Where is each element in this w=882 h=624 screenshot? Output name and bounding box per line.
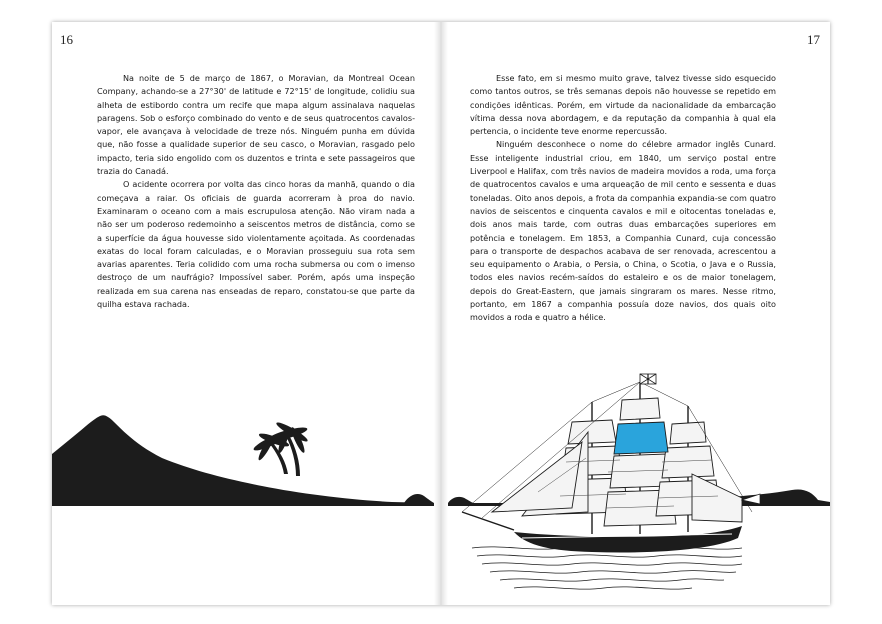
rock-silhouette-right [448,497,474,503]
island-and-ship-illustration [52,362,830,605]
ship-sails [492,398,742,526]
page-number-left: 16 [60,32,73,47]
right-page-text [470,72,776,325]
book-spread [52,22,830,605]
palm-trees-icon [252,420,309,476]
page-number-right: 17 [807,32,820,47]
left-page-text [97,72,415,311]
paragraph: Na noite de 5 de março de 1867, o Moravian, da Montreal Ocean Company, achando-se a 27°30' de latitude e 72°15' de longitude, colidiu sua alheta de estibordo contra um recife que mapa algum assinalava naquelas paragens. Sob o esforço combinado do vento e de seus quatrocentos cavalos-vapor, ele avançava à velocidade de treze nós. Ninguém punha em dúvida que, não fosse a qualidade superior de seu casco, o Moravian, rasgado pelo impacto, teria sido engolido com os duzentos e trinta e sete passageiros que trazia do Canadá. [97,73,415,177]
sea-waves [472,547,742,589]
ship-flag-icon [640,374,656,384]
island-silhouette [52,415,434,506]
rock-silhouette [404,494,434,503]
paragraph: Esse fato, em si mesmo muito grave, talvez tivesse sido esquecido como tantos outros, se três semanas depois não houvesse se repetido em condições idênticas. Porém, em virtude da nacionalidade da embarcação vítima dessa nova abordagem, e da reputação da companhia à qual ela pertencia, o incidente teve enorme repercussão. [470,73,776,137]
paragraph: O acidente ocorrera por volta das cinco horas da manhã, quando o dia começava a raiar. Os oficiais de guarda acorreram à proa do navio. Examinaram o oceano com a mais escrupulosa atenção. Não viram nada a não ser um poderoso redemoinho a seiscentos metros de distância, como se a superfície da água houvesse sido violentamente açoitada. As coordenadas exatas do local foram calculadas, e o Moravian prosseguiu sua rota sem avarias aparentes. Teria colidido com uma rocha submersa ou com o imenso destroço de um naufrágio? Impossível saber. Porém, após uma inspeção realizada em sua carena nas enseadas de reparo, constatou-se que parte da quilha estava rachada. [97,179,415,310]
paragraph: Ninguém desconhece o nome do célebre armador inglês Cunard. Esse inteligente industrial criou, em 1840, um serviço postal entre Liverpool e Halifax, com três navios de madeira movidos a roda, uma força de quatrocentos cavalos e uma arqueação de mil cento e sessenta e duas toneladas. Oito anos depois, a frota da companhia expandia-se com quatro navios de seiscentos e cinquenta cavalos e mil e oitocentas toneladas e, dois anos mais tarde, com outras duas embarcações superiores em potência e tonelagem. Em 1853, a Companhia Cunard, cuja concessão para o transporte de despachos acabava de ser renovada, acrescentou a seu equipamento o Arabia, o Persia, o China, o Scotia, o Java e o Russia, todos eles navios recém-saídos do estaleiro e os de maior tonelagem, depois do Great-Eastern, que jamais singraram os mares. Nesse ritmo, portanto, em 1867 a companhia possuía doze navios, dos quais oito movidos a roda e quatro a hélice. [470,139,776,323]
highlighted-sail [614,422,668,454]
